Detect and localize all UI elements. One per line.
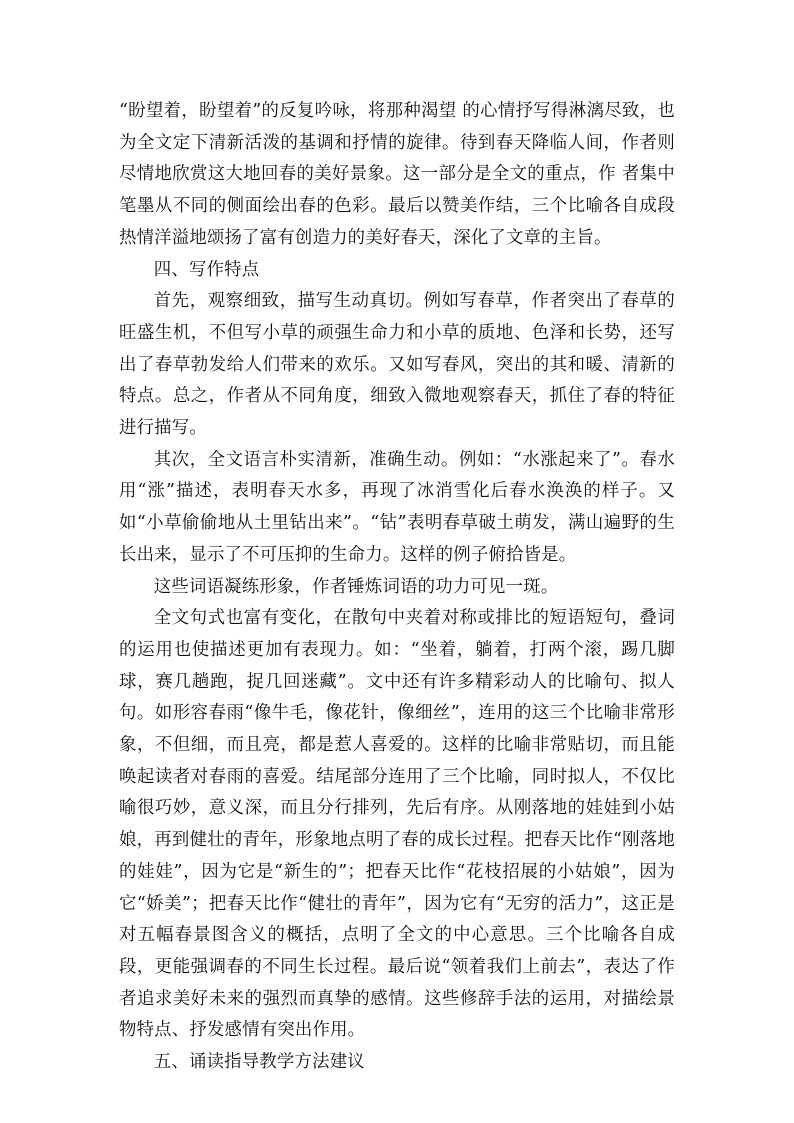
paragraph-observation: 首先，观察细致，描写生动真切。例如写春草，作者突出了春草的旺盛生机，不但写小草的顽强生命力和小草的质地、色泽和长势，还写出了春草勃发给人们带来的欢乐。又如写春风，突出的其和暖、清新的特点。总之，作者从不同角度，细致入微地观察春天，抓住了春的特征进行描写。 <box>119 291 675 439</box>
section-heading-writing-features: 四、写作特点 <box>153 259 260 280</box>
document-page <box>119 96 675 1079</box>
paragraph-word-refinement: 这些词语凝练形象，作者锤炼词语的功力可见一斑。 <box>153 576 559 597</box>
paragraph-language: 其次，全文语言朴实清新，准确生动。例如：“水涨起来了”。春水用“涨”描述，表明春天水多，再现了冰消雪化后春水涣涣的样子。又如“小草偷偷地从土里钻出来”。“钻”表明春草破土萌发，满山遍野的生长出来，显示了不可压抑的生命力。这样的例子俯拾皆是。 <box>119 449 675 565</box>
paragraph-intro-summary: “盼望着，盼望着”的反复吟咏，将那种渴望 的心情抒写得淋漓尽致，也为全文定下清新活泼的基调和抒情的旋律。待到春天降临人间，作者则尽情地欣赏这大地回春的美好景象。这一部分是全文的重点，作 者集中笔墨从不同的侧面绘出春的色彩。最后以赞美作结，三个比喻各自成段热情洋溢地颂扬了富有创造力的美好春天，深化了文章的主旨。 <box>119 101 675 248</box>
section-heading-reading-guidance: 五、诵读指导教学方法建议 <box>153 1052 365 1073</box>
paragraph-sentence-variety: 全文句式也富有变化，在散句中夹着对称或排比的短语短句，叠词的运用也使描述更加有表现力。如：“坐着，躺着，打两个滚，踢几脚球，赛几趟跑，捉几回迷藏”。文中还有许多精彩动人的比喻句、拟人句。如形容春雨“像牛毛，像花针，像细丝”，连用的这三个比喻非常形象，不但细，而且亮，都是惹人喜爱的。这样的比喻非常贴切，而且能唤起读者对春雨的喜爱。结尾部分连用了三个比喻，同时拟人，不仅比喻很巧妙，意义深，而且分行排列，先后有序。从刚落地的娃娃到小姑娘，再到健壮的青年，形象地点明了春的成长过程。把春天比作“刚落地的娃娃”，因为它是“新生的”；把春天比作“花枝招展的小姑娘”，因为它“娇美”；把春天比作“健壮的青年”，因为它有“无穷的活力”，这正是对五幅春景图含义的概括，点明了全文的中心意思。三个比喻各自成段，更能强调春的不同生长过程。最后说“领着我们上前去”，表达了作者追求美好未来的强烈而真挚的感情。这些修辞手法的运用，对描绘景物特点、抒发感情有突出作用。 <box>119 608 675 1041</box>
